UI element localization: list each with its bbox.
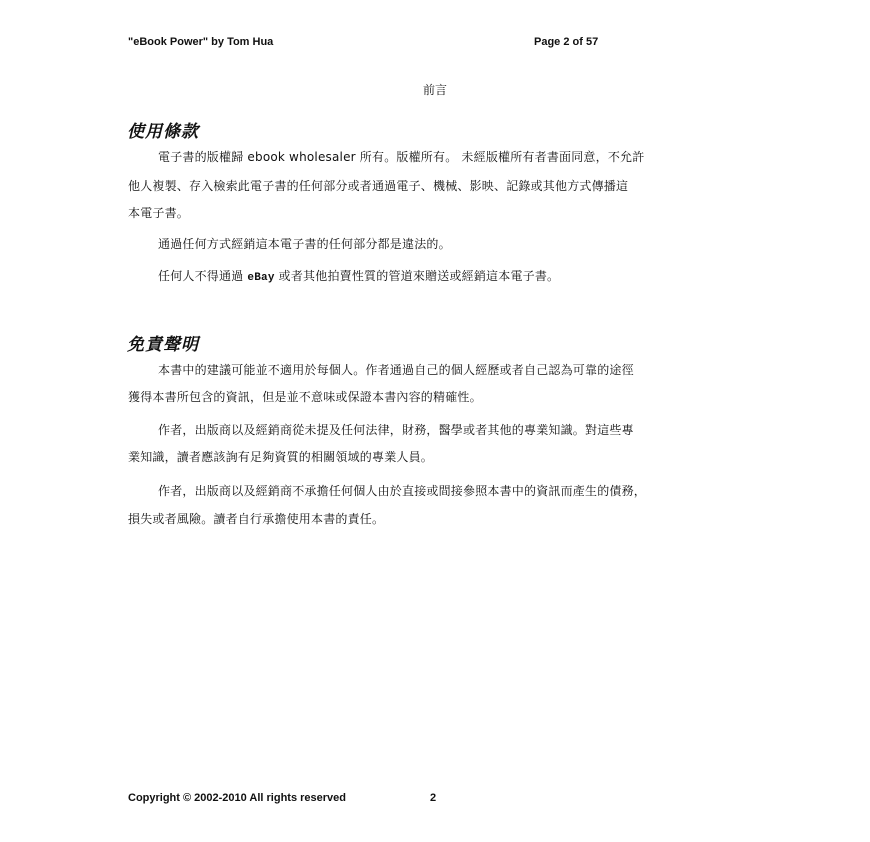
disclaimer-para1-line2: 獲得本書所包含的資訊，但是並不意味或保證本書內容的精確性。 bbox=[128, 390, 482, 404]
terms-para1-line1: 電子書的版權歸 ebook wholesaler 所有。版權所有。 未經版權所有者書面同意，不允許 bbox=[158, 150, 645, 164]
disclaimer-para1-line1: 本書中的建議可能並不適用於每個人。作者通過自己的個人經歷或者自己認為可靠的途徑 bbox=[158, 363, 634, 377]
disclaimer-para2-line2: 業知識，讀者應該詢有足夠資質的相關領域的專業人員。 bbox=[128, 450, 434, 464]
ebay-term: eBay bbox=[247, 272, 275, 284]
header-book-title: "eBook Power" by Tom Hua bbox=[128, 36, 274, 48]
terms-para3-after: 或者其他拍賣性質的管道來贈送或經銷這本電子書。 bbox=[274, 269, 560, 283]
footer-page-number: 2 bbox=[430, 792, 437, 804]
preface-label: 前言 bbox=[422, 83, 447, 97]
terms-para3-before: 任何人不得通過 bbox=[158, 269, 248, 283]
terms-para1-line3: 本電子書。 bbox=[128, 206, 190, 220]
disclaimer-heading: 免責聲明 bbox=[127, 335, 199, 355]
terms-para3 bbox=[158, 267, 559, 284]
terms-heading: 使用條款 bbox=[127, 122, 199, 142]
disclaimer-para3-line2: 損失或者風險。讀者自行承擔使用本書的責任。 bbox=[128, 512, 385, 526]
disclaimer-para2-line1: 作者，出版商以及經銷商從未提及任何法律，財務，醫學或者其他的專業知識。對這些專 bbox=[158, 423, 634, 437]
terms-para2: 通過任何方式經銷這本電子書的任何部分都是違法的。 bbox=[158, 237, 451, 251]
disclaimer-para3-line1: 作者，出版商以及經銷商不承擔任何個人由於直接或間接參照本書中的資訊而產生的債務， bbox=[158, 484, 647, 498]
footer-copyright: Copyright © 2002-2010 All rights reserved bbox=[128, 792, 347, 804]
header-page-indicator: Page 2 of 57 bbox=[534, 36, 599, 48]
terms-para1-line2: 他人複製、存入檢索此電子書的任何部分或者通過電子、機械、影映、記錄或其他方式傳播這 bbox=[128, 179, 629, 193]
